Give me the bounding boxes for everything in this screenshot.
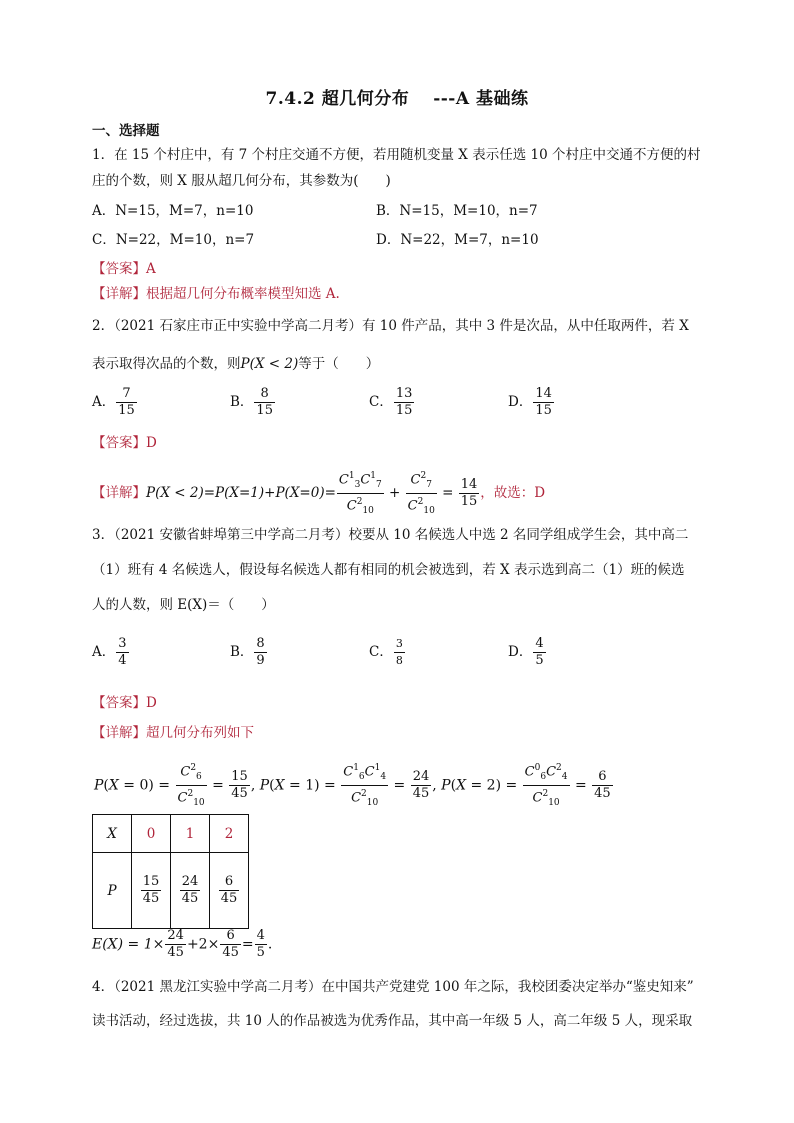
denominator: 15: [535, 403, 552, 418]
q2-option-d-fraction: [533, 386, 554, 419]
denominator: 5: [535, 653, 544, 668]
numerator: 7: [116, 386, 137, 403]
denominator: 9: [256, 653, 265, 668]
q3-probability-formulas: P(X = 0) = $\frac{C^2_6}{C^2_{10}}$ = $\frac{15}{45}$ , P(X = 1) = $\frac{C^1_6C^1_4}{C^2_{10}}$ = $\frac{24}{45}$ , P(X = 2) = $\frac{C^0_6C^2_4}{C^2_{10}}$ = $\frac{6}{45}$: [94, 760, 614, 811]
q3-option-b-label: B．: [230, 644, 254, 660]
q2-text-line2-b: 等于（ ）: [298, 356, 380, 372]
q1-answer: 【答案】A: [92, 261, 156, 277]
q3-frac-p1: $\frac{C^1_6C^1_4}{C^2_{10}}$: [341, 760, 388, 811]
q1-option-c: C．N=22，M=10，n=7: [92, 232, 255, 248]
q2-text-line2: [92, 355, 379, 373]
q3-text-line3: 人的人数，则 E(X)＝（ ）: [92, 597, 275, 613]
q3-option-d-label: D．: [508, 644, 533, 660]
q2-option-c: [369, 386, 415, 419]
q3-expectation: [92, 928, 272, 961]
numerator: 13: [395, 386, 413, 401]
numerator: 15: [231, 768, 248, 784]
denominator: 45: [231, 785, 248, 801]
numerator: 8: [256, 636, 265, 651]
expect-result: [255, 928, 267, 961]
q2-option-d: [508, 386, 555, 419]
numerator: 3: [394, 636, 405, 653]
q2-detail-expr: P(X < 2)=P(X=1)+P(X=0)=: [146, 484, 336, 501]
denominator: 45: [142, 891, 160, 906]
q4-text-line1: 4．（2021 黑龙江实验中学高二月考）在中国共产党建党 100 年之际，我校团委决定举办“鉴史知来”: [92, 979, 694, 995]
table-cell: [171, 853, 210, 929]
expect-mid: +2×: [186, 936, 220, 953]
table-row: [93, 815, 249, 853]
q3-option-a-fraction: [116, 636, 128, 669]
q2-option-c-fraction: [394, 386, 415, 419]
denominator: 45: [167, 945, 184, 960]
q3-frac-p2-value: [592, 769, 613, 802]
q3-option-a-label: A．: [92, 644, 116, 660]
q2-detail: 【详解】P(X < 2)=P(X=1)+P(X=0)= $\frac{C^1_3C^1_7}{C^2_{10}}$ + $\frac{C^2_7}{C^2_{10}}$ = $\frac{14}{15}$ ，故选：D: [92, 468, 545, 519]
denominator: 15: [256, 403, 273, 418]
page-title: 7.4.2 超几何分布 ---A 基础练: [265, 89, 529, 109]
denominator: 45: [594, 785, 611, 801]
q2-text-line2-a: 表示取得次品的个数，则: [92, 356, 241, 372]
q2-text-line1: 2．（2021 石家庄市正中实验中学高二月考）有 10 件产品，其中 3 件是次品，从中任取两件，若 X: [92, 318, 689, 334]
q2-detail-frac1: $\frac{C^1_3C^1_7}{C^2_{10}}$: [337, 468, 384, 519]
q1-option-d: D．N=22，M=7，n=10: [376, 232, 539, 248]
q2-answer: 【答案】D: [92, 435, 157, 451]
q1-text-line1: 1．在 15 个村庄中，有 7 个村庄交通不方便，若用随机变量 X 表示任选 10 个村庄中交通不方便的村: [92, 147, 701, 163]
denominator: 4: [118, 653, 127, 668]
denominator: 45: [220, 891, 238, 906]
q3-text-line2: （1）班有 4 名候选人，假设每名候选人都有相同的机会被选到，若 X 表示选到高二（1）班的候选: [92, 562, 685, 578]
denominator: 15: [395, 403, 413, 418]
numerator: 6: [219, 874, 240, 891]
q3-option-c-label: C．: [369, 644, 393, 660]
table-row: [93, 853, 249, 929]
q2-option-d-label: D．: [508, 394, 533, 410]
expect-eq: =: [241, 936, 254, 953]
table-header-x: X: [93, 815, 132, 853]
numerator: 14: [535, 386, 552, 401]
numerator: 6: [592, 769, 613, 786]
numerator: 4: [256, 928, 265, 943]
denominator: 45: [412, 785, 430, 801]
q3-text-line1: 3．（2021 安徽省蚌埠第三中学高二月考）校要从 10 名候选人中选 2 名同学组成学生会，其中高二: [92, 527, 689, 543]
q4-text-line2: 读书活动，经过选拔，共 10 人的作品被选为优秀作品，其中高一年级 5 人，高二年级 5 人，现采取: [92, 1013, 693, 1029]
numerator: 6: [220, 928, 241, 945]
q3-distribution-table: [92, 814, 249, 929]
numerator: 4: [535, 636, 544, 651]
expect-end: .: [267, 936, 273, 953]
table-cell: 1: [171, 815, 210, 853]
q3-option-b-fraction: [254, 636, 266, 669]
q3-option-d: [508, 636, 547, 669]
q2-expr: P(X < 2): [240, 356, 299, 372]
numerator: 8: [254, 386, 275, 403]
q2-option-b-label: B．: [230, 394, 254, 410]
q3-frac-p2: $\frac{C^0_6C^2_4}{C^2_{10}}$: [523, 760, 570, 811]
q2-detail-label: 【详解】: [92, 484, 146, 501]
numerator: 15: [142, 874, 160, 889]
q3-option-a: [92, 636, 130, 669]
q3-frac-p1-value: [411, 769, 432, 802]
expect-frac1: [165, 928, 186, 961]
q3-detail: 【详解】超几何分布列如下: [92, 725, 254, 741]
numerator: 24: [412, 768, 430, 784]
q2-option-b-fraction: [254, 386, 275, 419]
q3-option-c: [369, 636, 406, 669]
expect-frac2: [220, 928, 241, 961]
denominator: 45: [181, 891, 199, 906]
section-heading: 一、选择题: [92, 123, 160, 139]
q3-answer: 【答案】D: [92, 695, 157, 711]
table-header-p: P: [93, 853, 132, 929]
q2-detail-frac3: [459, 477, 480, 510]
denominator: 8: [395, 654, 403, 667]
q1-option-b: B．N=15，M=10，n=7: [376, 203, 538, 219]
q1-detail: 【详解】根据超几何分布概率模型知选 A.: [92, 286, 340, 302]
table-cell: 0: [132, 815, 171, 853]
table-cell: [132, 853, 171, 929]
q2-option-a-fraction: [116, 386, 137, 419]
q3-option-d-fraction: [533, 636, 545, 669]
q2-option-a: [92, 386, 138, 419]
q3-option-c-fraction: [394, 636, 405, 669]
q3-frac-p0-value: [229, 769, 250, 802]
denominator: 15: [460, 493, 478, 509]
numerator: 24: [181, 874, 199, 889]
q2-detail-frac2: $\frac{C^2_7}{C^2_{10}}$: [406, 468, 437, 519]
q2-option-a-label: A．: [92, 394, 116, 410]
q2-option-c-label: C．: [369, 394, 393, 410]
numerator: 14: [460, 476, 478, 492]
q2-option-b: [230, 386, 276, 419]
table-cell: 2: [210, 815, 249, 853]
denominator: 45: [222, 945, 239, 960]
q3-frac-p0: $\frac{C^2_6}{C^2_{10}}$: [176, 760, 207, 811]
q1-text-line2: 庄的个数，则 X 服从超几何分布，其参数为( ): [92, 173, 391, 189]
expect-prefix: E(X) = 1×: [92, 936, 165, 953]
denominator: 15: [118, 403, 135, 418]
denominator: 5: [256, 945, 265, 960]
numerator: 24: [167, 928, 184, 943]
table-cell: [210, 853, 249, 929]
q2-detail-tail: ，故选：D: [480, 484, 546, 501]
numerator: 3: [118, 636, 127, 651]
q1-option-a: A．N=15，M=7，n=10: [92, 203, 254, 219]
q3-option-b: [230, 636, 268, 669]
